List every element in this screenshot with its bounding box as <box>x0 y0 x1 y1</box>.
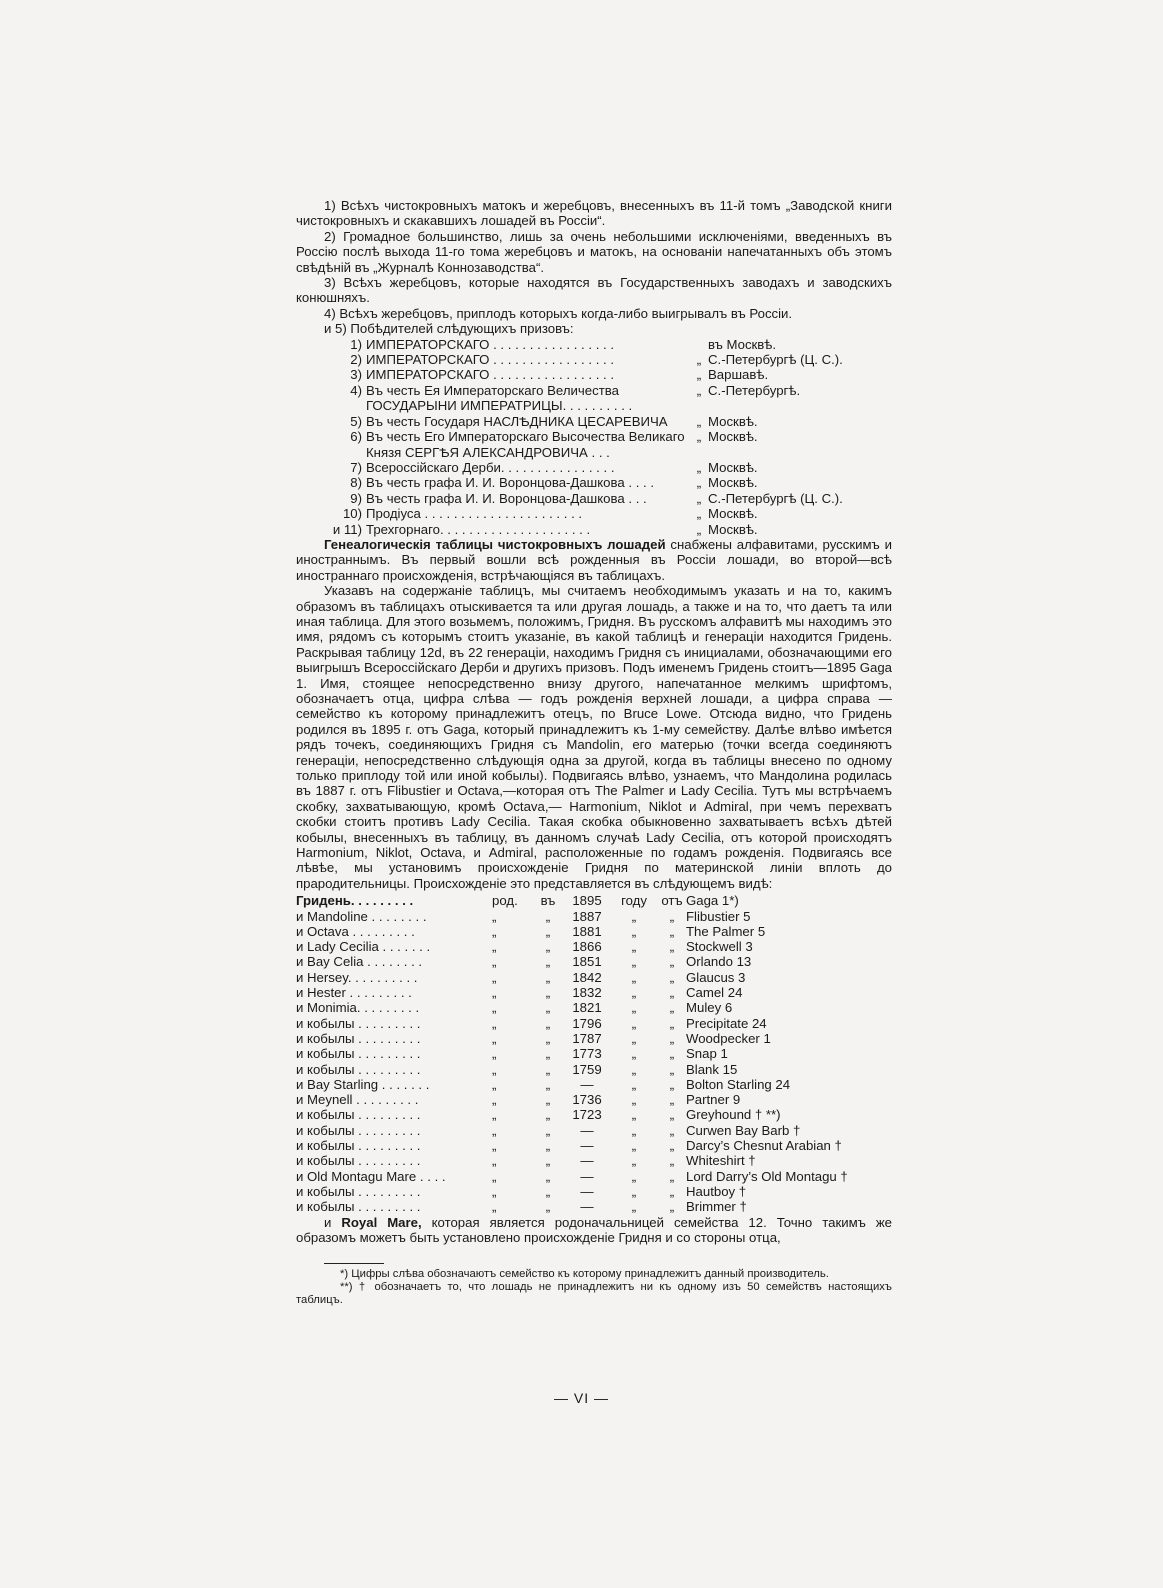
lineage-ditto: „ <box>631 1000 637 1016</box>
prize-place: Москвѣ. <box>708 459 758 475</box>
lineage-ditto: „ <box>631 969 637 985</box>
lineage-sire: Snap 1 <box>686 1046 728 1062</box>
final-prefix: и <box>324 1214 342 1230</box>
lineage-row <box>296 1199 892 1214</box>
prize-row <box>296 475 892 490</box>
lineage-sire: Precipitate 24 <box>686 1015 767 1031</box>
intro-item: 2) Громадное большинство, лишь за очень небольшими исключеніями, введенныхъ въ Россію послѣ выхода 11-го тома жеребцовъ и матокъ, на основаніи напечатанныхъ объ этомъ свѣдѣній въ „Журналѣ Коннозаводства“. <box>296 228 892 275</box>
prize-place: С.-Петербургѣ (Ц. С.). <box>708 490 843 506</box>
lineage-ditto: „ <box>492 1168 497 1184</box>
lineage-ditto: „ <box>669 969 675 985</box>
prize-number: 10) <box>342 506 362 522</box>
prize-name: Продіуса . . . . . . . . . . . . . . . . . . . . . . <box>366 506 583 522</box>
lineage-year: 1881 <box>572 923 602 939</box>
lineage-ditto: „ <box>669 1046 675 1062</box>
prize-number: 5) <box>350 413 362 429</box>
lineage-v: въ <box>540 893 556 909</box>
lineage-name: и Monimia. . . . . . . . . <box>296 1000 420 1016</box>
lineage-ditto: „ <box>631 1153 637 1169</box>
lineage-sire: Flibustier 5 <box>686 908 751 924</box>
lineage-name: и Lady Cecilia . . . . . . . <box>296 939 431 955</box>
prize-ditto: „ <box>696 521 702 537</box>
lineage-name: и кобылы . . . . . . . . . <box>296 1107 421 1123</box>
lineage-ditto: „ <box>492 1138 497 1154</box>
lineage-name: и Bay Celia . . . . . . . . <box>296 954 423 970</box>
lineage-sire: Glaucus 3 <box>686 969 746 985</box>
intro-list <box>296 198 892 337</box>
lineage-sire: Brimmer † <box>686 1199 747 1215</box>
lineage-ditto: „ <box>545 923 551 939</box>
lineage-sire: Lord Darry’s Old Montagu † <box>686 1168 848 1184</box>
prize-place: Варшавѣ. <box>708 367 769 383</box>
prize-list <box>296 337 892 537</box>
prize-name: Въ честь Ея Императорскаго Величества ГОСУДАРЫНИ ИМПЕРАТРИЦЫ. . . . . . . . . . <box>366 382 633 414</box>
lineage-name: и кобылы . . . . . . . . . <box>296 1138 421 1154</box>
lineage-ditto: „ <box>631 1046 637 1062</box>
lineage-name: и Old Montagu Mare . . . . <box>296 1168 446 1184</box>
prize-ditto: „ <box>696 429 702 445</box>
lineage-ditto: „ <box>545 1138 551 1154</box>
lineage-ditto: „ <box>545 908 551 924</box>
lineage-ditto: „ <box>545 969 551 985</box>
lineage-sire: Orlando 13 <box>686 954 752 970</box>
lineage-ditto: „ <box>492 1092 497 1108</box>
prize-row <box>296 352 892 367</box>
lineage-year: 1832 <box>572 985 602 1001</box>
prize-name: Въ честь графа И. И. Воронцова-Дашкова . . . . <box>366 475 655 491</box>
lineage-sire: Woodpecker 1 <box>686 1030 771 1046</box>
prize-row <box>296 506 892 521</box>
lineage-ditto: „ <box>669 1183 675 1199</box>
prize-number: 9) <box>350 490 362 506</box>
lineage-ditto: „ <box>669 923 675 939</box>
lineage-year: 1796 <box>572 1015 602 1031</box>
lineage-ditto: „ <box>631 1122 637 1138</box>
intro-item: 3) Всѣхъ жеребцовъ, которые находятся въ Государственныхъ заводахъ и заводскихъ конюшняхъ. <box>296 275 892 306</box>
prize-place: Москвѣ. <box>708 429 758 445</box>
lineage-sire: Darcy’s Chesnut Arabian † <box>686 1138 842 1154</box>
final-text: которая является родоначальницей семейства 12. Точно такимъ же образомъ можетъ быть установлено происхожденіе Гридня и со стороны отца, <box>296 1214 893 1245</box>
lineage-row <box>296 1000 892 1015</box>
lineage-year: — <box>580 1076 594 1092</box>
lineage-year: 1866 <box>572 939 602 955</box>
prize-number: 6) <box>350 429 362 445</box>
lineage-year: 1821 <box>572 1000 602 1016</box>
lineage-row <box>296 924 892 939</box>
lineage-row <box>296 1184 892 1199</box>
lineage-year: 1773 <box>572 1046 602 1062</box>
prize-name: ИМПЕРАТОРСКАГО . . . . . . . . . . . . . . . . . <box>366 336 615 352</box>
lineage-name: и кобылы . . . . . . . . . <box>296 1015 421 1031</box>
prize-row <box>296 367 892 382</box>
prize-row <box>296 522 892 537</box>
lineage-ditto: „ <box>631 985 637 1001</box>
lineage-ditto: „ <box>669 1061 675 1077</box>
lineage-ditto: „ <box>492 908 497 924</box>
lineage-ditto: „ <box>492 1076 497 1092</box>
prize-number: 1) <box>350 336 362 352</box>
prize-place: Москвѣ. <box>708 521 758 537</box>
prize-name: Трехгорнаго. . . . . . . . . . . . . . . . . . . . . <box>366 521 591 537</box>
lineage-sire: Whiteshirt † <box>686 1153 756 1169</box>
lineage-ditto: „ <box>545 1199 551 1215</box>
lineage-ditto: „ <box>631 1183 637 1199</box>
lineage-row <box>296 985 892 1000</box>
lineage-ditto: „ <box>631 1061 637 1077</box>
lineage-ditto: „ <box>545 939 551 955</box>
prize-ditto: „ <box>696 367 702 383</box>
lineage-ditto: „ <box>669 939 675 955</box>
lineage-table <box>296 893 892 1214</box>
footnote-rule <box>324 1263 384 1264</box>
lineage-ditto: „ <box>545 1076 551 1092</box>
lineage-row <box>296 1077 892 1092</box>
lineage-row <box>296 1153 892 1168</box>
intro-item: 1) Всѣхъ чистокровныхъ матокъ и жеребцовъ, внесенныхъ въ 11-й томъ „Заводской книги чистокровныхъ и скакавшихъ лошадей въ Россіи“. <box>296 198 892 229</box>
prize-ditto: „ <box>696 475 702 491</box>
lineage-sire: Greyhound † **) <box>686 1107 781 1123</box>
lineage-ditto: „ <box>631 1199 637 1215</box>
lineage-header <box>296 893 892 908</box>
lineage-ditto: „ <box>545 1061 551 1077</box>
final-bold: Royal Mare, <box>341 1214 422 1230</box>
page-number: — VI — <box>553 1390 609 1406</box>
lineage-sire: Muley 6 <box>686 1000 733 1016</box>
prize-name: ИМПЕРАТОРСКАГО . . . . . . . . . . . . . . . . . <box>366 352 615 368</box>
lineage-name: и кобылы . . . . . . . . . <box>296 1183 421 1199</box>
lineage-ditto: „ <box>545 1015 551 1031</box>
lineage-ot: отъ <box>661 893 683 909</box>
prize-name: Всероссійскаго Дерби. . . . . . . . . . . . . . . . <box>366 459 615 475</box>
lineage-sire: Stockwell 3 <box>686 939 753 955</box>
lineage-year: — <box>580 1199 594 1215</box>
lineage-ditto: „ <box>492 1122 497 1138</box>
lineage-row <box>296 939 892 954</box>
lineage-row <box>296 1123 892 1138</box>
lineage-ditto: „ <box>492 923 497 939</box>
lineage-ditto: „ <box>631 954 637 970</box>
lineage-ditto: „ <box>492 969 497 985</box>
lineage-ditto: „ <box>492 985 497 1001</box>
prize-name: ИМПЕРАТОРСКАГО . . . . . . . . . . . . . . . . . <box>366 367 615 383</box>
lineage-row <box>296 1138 892 1153</box>
lineage-year: 1895 <box>572 893 602 909</box>
lineage-year: 1787 <box>572 1030 602 1046</box>
lineage-ditto: „ <box>545 1000 551 1016</box>
intro-item: и 5) Побѣдителей слѣдующихъ призовъ: <box>324 321 574 337</box>
prize-row <box>296 383 892 414</box>
prize-place: въ Москвѣ. <box>708 336 777 352</box>
lineage-year: — <box>580 1168 594 1184</box>
lineage-ditto: „ <box>631 923 637 939</box>
prize-name: Въ честь Государя НАСЛѢДНИКА ЦЕСАРЕВИЧА <box>366 413 668 429</box>
lineage-ditto: „ <box>492 1046 497 1062</box>
lineage-year: 1723 <box>572 1107 602 1123</box>
lineage-name: и кобылы . . . . . . . . . <box>296 1199 421 1215</box>
lineage-godu: году <box>621 893 647 909</box>
lineage-row <box>296 1016 892 1031</box>
prize-ditto: „ <box>696 490 702 506</box>
lineage-ditto: „ <box>631 939 637 955</box>
lineage-year: 1887 <box>572 908 602 924</box>
lineage-ditto: „ <box>669 1168 675 1184</box>
lineage-year: 1851 <box>572 954 602 970</box>
lineage-ditto: „ <box>669 1138 675 1154</box>
lineage-row <box>296 1092 892 1107</box>
prize-ditto: „ <box>696 352 702 368</box>
footnote: **) † обозначаетъ то, что лошадь не принадлежитъ ни къ одному изъ 50 семействъ настоящихъ таблицъ. <box>296 1280 892 1306</box>
prize-ditto: „ <box>696 382 702 398</box>
prize-name: Въ честь графа И. И. Воронцова-Дашкова . . . <box>366 490 647 506</box>
lineage-ditto: „ <box>492 1183 497 1199</box>
lineage-ditto: „ <box>492 1030 497 1046</box>
lineage-year: 1736 <box>572 1092 602 1108</box>
lineage-name: и Octava . . . . . . . . . <box>296 923 415 939</box>
lineage-year: 1759 <box>572 1061 602 1077</box>
lineage-row <box>296 954 892 969</box>
lineage-sire: Partner 9 <box>686 1092 741 1108</box>
prize-row <box>296 460 892 475</box>
prize-number: 8) <box>350 475 362 491</box>
lineage-ditto: „ <box>545 1122 551 1138</box>
prize-row <box>296 429 892 460</box>
lineage-ditto: „ <box>631 1138 637 1154</box>
genealogy-paragraph <box>296 537 892 583</box>
prize-ditto: „ <box>696 459 702 475</box>
lineage-row <box>296 1169 892 1184</box>
lineage-ditto: „ <box>631 1092 637 1108</box>
lineage-ditto: „ <box>545 954 551 970</box>
lineage-name: и Bay Starling . . . . . . . <box>296 1076 430 1092</box>
lineage-ditto: „ <box>631 1030 637 1046</box>
lineage-year: 1842 <box>572 969 602 985</box>
lineage-ditto: „ <box>492 954 497 970</box>
lineage-ditto: „ <box>669 1015 675 1031</box>
lineage-sire: Camel 24 <box>686 985 743 1001</box>
lineage-ditto: „ <box>631 908 637 924</box>
lineage-ditto: „ <box>631 1107 637 1123</box>
lineage-ditto: „ <box>545 1092 551 1108</box>
lineage-name: и кобылы . . . . . . . . . <box>296 1061 421 1077</box>
lineage-ditto: „ <box>631 1076 637 1092</box>
prize-name: Въ честь Его Императорскаго Высочества Великаго Князя СЕРГѢЯ АЛЕКСАНДРОВИЧА . . . <box>366 429 685 460</box>
lineage-ditto: „ <box>492 1199 497 1215</box>
lineage-row <box>296 1046 892 1061</box>
lineage-ditto: „ <box>669 1107 675 1123</box>
prize-number: и 11) <box>332 521 362 537</box>
prize-ditto: „ <box>696 506 702 522</box>
lineage-name: и Hester . . . . . . . . . <box>296 985 412 1001</box>
lineage-row <box>296 970 892 985</box>
lineage-sire: Gaga 1*) <box>686 893 739 909</box>
lineage-ditto: „ <box>669 1076 675 1092</box>
lineage-row <box>296 1031 892 1046</box>
lineage-ditto: „ <box>545 985 551 1001</box>
lineage-sire: Bolton Starling 24 <box>686 1076 791 1092</box>
lineage-year: — <box>580 1122 594 1138</box>
prize-number: 3) <box>350 367 362 383</box>
prize-number: 2) <box>350 352 362 368</box>
lineage-row <box>296 909 892 924</box>
main-paragraph: Указавъ на содержаніе таблицъ, мы считаемъ необходимымъ указать и на то, какимъ образомъ въ таблицахъ отыскивается та или другая лошадь, а также и на то, что даетъ та или иная таблица. Для этого возьмемъ, положимъ, Гридня. Въ русскомъ алфавитѣ мы находимъ это имя, рядомъ съ которымъ стоитъ указаніе, въ какой таблицѣ и генераціи находится Гридень. Раскрывая таблицу 12d, въ 22 генераціи, находимъ Гридня съ инициалами, обозначающими его выигрышъ Всероссійскаго Дерби и другихъ призовъ. Подъ именемъ Гридень стоитъ—1895 Gaga 1. Имя, стоящее непосредственно внизу другого, напечатанное мелкимъ шрифтомъ, обозначаетъ отца, цифра слѣва — годъ рожденія верхней лошади, а цифра справа — семейство къ которому принадлежитъ отецъ, по Bruce Lowe. Отсюда видно, что Гридень родился въ 1895 г. отъ Gaga, который принадлежитъ къ 1-му семейству. Далѣе влѣво имѣется рядъ точекъ, соединяющихъ Гридня съ Mandolin, его матерью (точки всегда соединяютъ генераціи, непосредственно слѣдующія одна за другой, когда въ таблицы внесено по одному только приплоду той или иной кобылы). Подвигаясь влѣво, узнаемъ, что Мандолина родилась въ 1887 г. отъ Flibustier и Octava,—которая отъ The Palmer и Lady Cecilia. Тутъ мы встрѣчаемъ скобку, захватывающую, кромѣ Octava,— Harmonium, Niklot и Admiral, при чемъ перехватъ скобки стоитъ противъ Lady Cecilia. Такая скобка обыкновенно захватываетъ всѣхъ дѣтей кобылы, внесенныхъ въ таблицу, въ данномъ случаѣ Lady Cecilia, отъ которой происходятъ Harmonium, Niklot, Octava, и Admiral, расположенные по годамъ рожденія. Подвигаясь все лѣвѣе, мы установимъ происхожденіе Гридня по материнской линіи вплоть до прародительницы. Происхожденіе это представляется въ слѣдующемъ видѣ: <box>296 583 892 891</box>
lineage-name: и кобылы . . . . . . . . . <box>296 1122 421 1138</box>
lineage-year: — <box>580 1138 594 1154</box>
lineage-name: и кобылы . . . . . . . . . <box>296 1046 421 1062</box>
lineage-ditto: „ <box>669 1092 675 1108</box>
genealogy-lead: Генеалогическія таблицы чистокровныхъ лошадей <box>324 536 666 552</box>
lineage-sire: Blank 15 <box>686 1061 738 1077</box>
lineage-sire: Curwen Bay Barb † <box>686 1122 801 1138</box>
prize-place: Москвѣ. <box>708 506 758 522</box>
genealogy-text: снабжены алфавитами, русскимъ и иностраннымъ. Въ первый вошли всѣ рожденныя въ Россіи лошади, во второй—всѣ иностраннаго происхожденія, встрѣчающіяся въ таблицахъ. <box>296 536 892 583</box>
prize-place: Москвѣ. <box>708 475 758 491</box>
lineage-ditto: „ <box>669 954 675 970</box>
lineage-ditto: „ <box>545 1168 551 1184</box>
lineage-rod: род. <box>492 893 518 909</box>
lineage-ditto: „ <box>631 1168 637 1184</box>
lineage-name: и кобылы . . . . . . . . . <box>296 1030 421 1046</box>
prize-ditto: „ <box>696 413 702 429</box>
lineage-ditto: „ <box>545 1107 551 1123</box>
prize-number: 7) <box>350 459 362 475</box>
lineage-ditto: „ <box>669 1030 675 1046</box>
page-body <box>296 198 892 1306</box>
lineage-row <box>296 1062 892 1077</box>
lineage-ditto: „ <box>545 1046 551 1062</box>
lineage-name: и Meynell . . . . . . . . . <box>296 1092 419 1108</box>
footnote: *) Цифры слѣва обозначаютъ семейство къ которому принадлежитъ данный производитель. <box>340 1268 829 1281</box>
lineage-sire: The Palmer 5 <box>686 923 766 939</box>
lineage-year: — <box>580 1153 594 1169</box>
lineage-ditto: „ <box>492 1015 497 1031</box>
lineage-ditto: „ <box>492 1107 497 1123</box>
lineage-ditto: „ <box>545 1183 551 1199</box>
lineage-ditto: „ <box>669 908 675 924</box>
lineage-ditto: „ <box>492 1153 497 1169</box>
lineage-ditto: „ <box>669 1153 675 1169</box>
lineage-ditto: „ <box>669 1000 675 1016</box>
lineage-ditto: „ <box>545 1153 551 1169</box>
lineage-name: и Hersey. . . . . . . . . . <box>296 969 418 985</box>
intro-item: 4) Всѣхъ жеребцовъ, приплодъ которыхъ когда-либо выигрывалъ въ Россіи. <box>324 305 793 321</box>
lineage-name: Гридень. . . . . . . . . <box>296 893 414 909</box>
lineage-year: — <box>580 1183 594 1199</box>
prize-row <box>296 491 892 506</box>
lineage-rows <box>296 909 892 1215</box>
lineage-ditto: „ <box>492 939 497 955</box>
lineage-ditto: „ <box>492 1000 497 1016</box>
prize-row <box>296 414 892 429</box>
lineage-row <box>296 1107 892 1122</box>
lineage-ditto: „ <box>492 1061 497 1077</box>
lineage-sire: Hautboy † <box>686 1183 747 1199</box>
prize-place: Москвѣ. <box>708 413 758 429</box>
prize-row <box>296 337 892 352</box>
prize-number: 4) <box>350 382 362 398</box>
prize-place: С.-Петербургѣ. <box>708 382 801 398</box>
lineage-ditto: „ <box>631 1015 637 1031</box>
lineage-ditto: „ <box>545 1030 551 1046</box>
final-paragraph <box>296 1215 892 1246</box>
lineage-ditto: „ <box>669 1122 675 1138</box>
prize-place: С.-Петербургѣ (Ц. С.). <box>708 352 843 368</box>
lineage-ditto: „ <box>669 1199 675 1215</box>
lineage-name: и кобылы . . . . . . . . . <box>296 1153 421 1169</box>
lineage-ditto: „ <box>669 985 675 1001</box>
lineage-name: и Mandoline . . . . . . . . <box>296 908 427 924</box>
